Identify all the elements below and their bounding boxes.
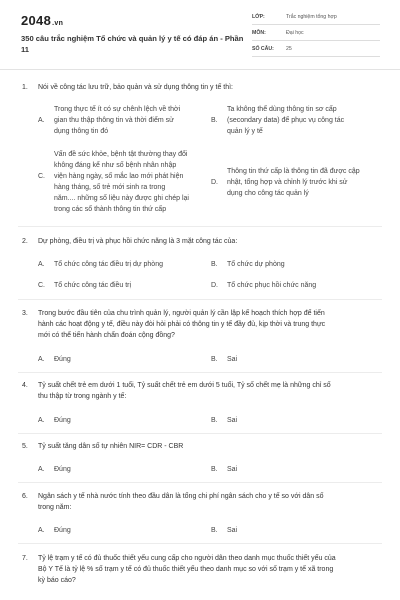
question-separator: [18, 372, 382, 373]
option-letter: C.: [38, 282, 45, 289]
option-text: Đúng: [54, 356, 71, 363]
document-header: [0, 0, 400, 66]
option-line: dụng thông tin đó: [54, 128, 109, 135]
question-separator: [18, 482, 382, 483]
question-number: 6.: [22, 493, 28, 500]
option-line: quản lý y tế: [227, 128, 263, 135]
option-line: hàng tháng, số trẻ mới sinh ra trong: [54, 184, 166, 191]
question-text: Nói về công tác lưu trữ, bảo quản và sử dụng thông tin y tế thì:: [38, 84, 234, 91]
option-text: Sai: [227, 356, 238, 363]
option-letter: B.: [211, 417, 218, 424]
option-text: Đúng: [54, 417, 71, 424]
meta-row-class: [252, 9, 380, 25]
option-line: Thông tin thứ cấp là thông tin đã được cập: [227, 168, 360, 175]
question-text: Dự phòng, điều trị và phục hồi chức năng là 3 mặt công tác của:: [38, 238, 238, 245]
question-separator: [18, 226, 382, 227]
question-line: Ngân sách y tế nhà nước tính theo đầu dân là tổng chi phí ngân sách cho y tế so với dân số: [38, 493, 324, 500]
meta-row-subject: [252, 25, 380, 41]
option-letter: B.: [211, 466, 218, 473]
question-separator: [18, 543, 382, 544]
option-line: gian thu thập thông tin và thời điểm sử: [54, 117, 174, 124]
option-line: Vấn đề sức khỏe, bệnh tật thường thay đổi: [54, 151, 188, 158]
option-line: dụng cho công tác quản lý: [227, 190, 309, 197]
option-letter: A.: [38, 356, 45, 363]
option-line: Ta không thể dùng thông tin sơ cấp: [227, 106, 337, 113]
question-line: trong năm:: [38, 504, 72, 511]
document-title: 350 câu trắc nghiệm Tổ chức và quản lý y tế có đáp án - Phần 11: [21, 34, 244, 54]
question-number: 4.: [22, 382, 28, 389]
option-letter: A.: [38, 117, 45, 124]
option-letter: D.: [211, 179, 218, 186]
option-letter: D.: [211, 282, 218, 289]
question-number: 2.: [22, 238, 28, 245]
option-text: Đúng: [54, 527, 71, 534]
meta-label: LỚP:: [252, 13, 265, 20]
option-line: trong các sổ thành thông tin thứ cấp: [54, 206, 167, 213]
question-number: 3.: [22, 310, 28, 317]
option-letter: B.: [211, 261, 218, 268]
option-line: (secondary data) để phục vụ công tác: [227, 117, 345, 124]
question-line: Tỷ suất chết trẻ em dưới 1 tuổi, Tỷ suất chết trẻ em dưới 5 tuổi, Tỷ số chết mẹ là những chỉ số: [38, 382, 331, 389]
option-line: không đáng kể như số bệnh nhân nhập: [54, 162, 177, 169]
option-text: Tổ chức dự phòng: [227, 261, 285, 268]
option-line: Trong thực tế ít có sự chênh lệch về thời: [54, 106, 181, 113]
logo-suffix: .vn: [52, 20, 64, 27]
option-letter: A.: [38, 417, 45, 424]
question-line: mới có thể tiến hành chẩn đoán cộng đồng?: [38, 332, 175, 339]
option-letter: B.: [211, 356, 218, 363]
question-separator: [18, 433, 382, 434]
question-line: hành các hoạt động y tế, điều này đòi hỏi phải có thông tin y tế đầy đủ, kịp thời và trung thực: [38, 321, 326, 328]
meta-value: Đại học: [286, 29, 304, 36]
site-logo[interactable]: [21, 13, 63, 28]
question-number: 1.: [22, 84, 28, 91]
question-line: thu thập từ trong ngành y tế:: [38, 393, 127, 400]
option-letter: A.: [38, 527, 45, 534]
question-line: Tỷ lệ trạm y tế có đủ thuốc thiết yếu cung cấp cho người dân theo danh mục thuốc thiết yếu của: [38, 555, 336, 562]
question-line: kỳ báo cáo?: [38, 577, 76, 584]
option-text: Đúng: [54, 466, 71, 473]
meta-value: 25: [286, 45, 292, 52]
option-text: Sai: [227, 417, 238, 424]
logo-text: 2048: [21, 13, 52, 28]
option-letter: B.: [211, 527, 218, 534]
option-text: Sai: [227, 466, 238, 473]
document-meta-table: [252, 9, 380, 57]
header-divider: [0, 69, 400, 70]
meta-label: MÔN:: [252, 29, 266, 36]
option-letter: B.: [211, 117, 218, 124]
option-text: Sai: [227, 527, 238, 534]
option-line: năm.... những số liệu này được ghi chép lại: [54, 195, 189, 202]
option-letter: A.: [38, 261, 45, 268]
question-number: 7.: [22, 555, 28, 562]
question-text: Tỷ suất tăng dân số tự nhiên NIR= CDR - CBR: [38, 443, 184, 450]
meta-label: SỐ CÂU:: [252, 45, 274, 52]
question-separator: [18, 299, 382, 300]
option-letter: A.: [38, 466, 45, 473]
option-text: Tổ chức công tác điều trị: [54, 282, 132, 289]
meta-row-count: [252, 41, 380, 57]
question-line: Bộ Y Tế là tỷ lệ % số trạm y tế có đủ thuốc thiết yếu theo danh mục so với số trạm y tế xã trong: [38, 566, 334, 573]
question-number: 5.: [22, 443, 28, 450]
meta-value: Trắc nghiệm tổng hợp: [286, 13, 337, 20]
option-letter: C.: [38, 173, 45, 180]
option-text: Tổ chức công tác điều trị dự phòng: [54, 261, 163, 268]
option-line: nhật, tổng hợp và chỉnh lý trước khi sử: [227, 179, 348, 186]
option-line: viện hàng ngày, số mắc lao mới phát hiện: [54, 173, 184, 180]
option-text: Tổ chức phục hồi chức năng: [227, 282, 317, 289]
question-line: Trong bước đầu tiên của chu trình quản lý, người quản lý cần lập kế hoạch thích hợp để tiến: [38, 310, 325, 317]
